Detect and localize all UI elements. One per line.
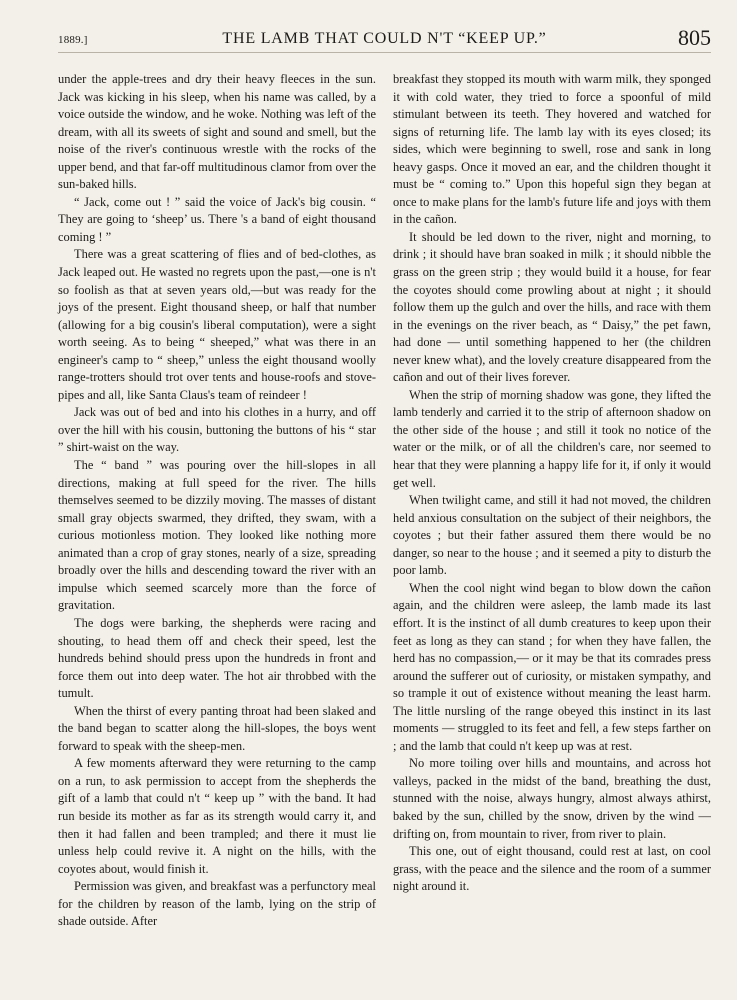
left-column	[58, 71, 376, 931]
paragraph: When the strip of morning shadow was gone, they lifted the lamb tenderly and carried it to the strip of afternoon shadow on the other side of the house ; and still it took no notice of the water or the milk, or of all the children's care, nor seemed to hear that they were planning a happy life for it, if only it would get well.	[393, 387, 711, 490]
paragraph: A few moments afterward they were returning to the camp on a run, to ask permission to accept from the shepherds the gift of a lamb that could n't “ keep up ” with the band. It had run beside its mother as far as its strength would carry it, and then it had fallen and been trampled; and there it must lie unless help could revive it. A night on the hills, with the coyotes about, would finish it.	[58, 756, 376, 876]
paragraph: When the cool night wind began to blow down the cañon again, and the children were asleep, the lamb made its last effort. It is the instinct of all dumb creatures to keep upon their feet as long as they can stand ; for when they have fallen, the herd has no compassion,— or it may be that its comrades press around the sufferer out of curiosity, or mistaken sympathy, and so trample it out of existence without meaning the least harm. The little nursling of the range obeyed this instinct in its last moments — struggled to its feet and fell, a few steps farther on ; and the lamb that could n't keep up was at rest.	[393, 580, 711, 753]
paragraph: This one, out of eight thousand, could rest at last, on cool grass, with the peace and the silence and the room of a summer night around it.	[393, 844, 711, 894]
right-column	[393, 71, 711, 931]
paragraph: “ Jack, come out ! ” said the voice of Jack's big cousin. “ They are going to ‘sheep’ us. There 's a band of eight thousand coming ! ”	[58, 194, 376, 244]
paragraph: When the thirst of every panting throat had been slaked and the band began to scatter along the hill-slopes, the boys went forward to speak with the sheep-men.	[58, 703, 376, 753]
text-columns	[58, 71, 711, 931]
paragraph: When twilight came, and still it had not moved, the children held anxious consultation on the subject of their neighbors, the coyotes ; but their father assured them there would be no danger, so near to the house ; and it seemed a pity to disturb the poor lamb.	[393, 493, 711, 578]
paragraph: under the apple-trees and dry their heavy fleeces in the sun. Jack was kicking in his sleep, when his name was called, by a voice outside the window, and he woke. Nothing was left of the dream, with all its sweets of sight and sound and smell, but the noise of the river's continuous wrestle with the rocks of the upper bend, and that far-off multitudinous clamor from over the sun-baked hills.	[58, 72, 376, 192]
paragraph: Jack was out of bed and into his clothes in a hurry, and off over the hill with his cousin, buttoning the buttons of his “ star ” shirt-waist on the way.	[58, 405, 376, 455]
running-head	[58, 22, 711, 53]
page-number: 805	[678, 25, 711, 50]
paragraph: There was a great scattering of flies and of bed-clothes, as Jack leaped out. He wasted no regrets upon the past,—one is n't so foolish as that at seven years old,—but was ready for the joys of the present. Eight thousand sheep, or half that number (allowing for a big cousin's liberal computation), were a sight worth seeing. As to being “ sheeped,” what was there in an engineer's camp to “ sheep,” unless the eight thousand woolly range-trotters should trot over tents and house-roofs and stove-pipes and all, like Santa Claus's team of reindeer !	[58, 247, 376, 402]
paragraph: It should be led down to the river, night and morning, to drink ; it should have bran soaked in milk ; it should nibble the grass on the green strip ; they would build it a house, for fear the coyotes should come prowling about at night ; it should follow them up the gulch and over the hills, and race with them in the evenings on the river beach, as “ Daisy,” the pet fawn, had done — until something happened to her (the children never knew what), and the lovely creature disappeared from the cañon and out of their lives forever.	[393, 229, 711, 385]
paragraph: breakfast they stopped its mouth with warm milk, they sponged it with cold water, they tried to force a spoonful of mild stimulant between its teeth. They hovered and watched for signs of returning life. The lamb lay with its eyes closed; its sides, which were beginning to swell, rose and sank in long heavy gasps. Once it moved an ear, and the children thought it must be “ coming to.” Upon this hopeful sign they began at once to make plans for the lamb's future life and joys with them in the cañon.	[393, 72, 711, 227]
paragraph: The “ band ” was pouring over the hill-slopes in all directions, making at full speed for the river. The hills themselves seemed to be dizzily moving. The masses of distant small gray objects swarmed, they drifted, they swam, with a curious motionless motion. They looked like nothing more animated than a crop of gray stones, nearly of a size, spreading broadly over the hills and descending toward the river with an impulse which seemed scarcely more than the force of gravitation.	[58, 458, 376, 613]
paragraph: Permission was given, and breakfast was a perfunctory meal for the children by reason of the lamb, lying on the strip of shade outside. After	[58, 879, 376, 929]
paragraph: No more toiling over hills and mountains, and across hot valleys, packed in the midst of the band, breathing the dust, stunned with the noise, always hungry, almost always athirst, baked by the sun, chilled by the snow, driven by the wind — drifting on, from mountain to river, from river to plain.	[393, 756, 711, 841]
issue-date: 1889.]	[58, 34, 88, 46]
paragraph: The dogs were barking, the shepherds were racing and shouting, to head them off and check their speed, lest the hundreds behind should press upon the hundreds in front and force them out into deep water. The hot air throbbed with the tumult.	[58, 615, 376, 701]
article-title: THE LAMB THAT COULD N'T “KEEP UP.”	[222, 30, 547, 47]
